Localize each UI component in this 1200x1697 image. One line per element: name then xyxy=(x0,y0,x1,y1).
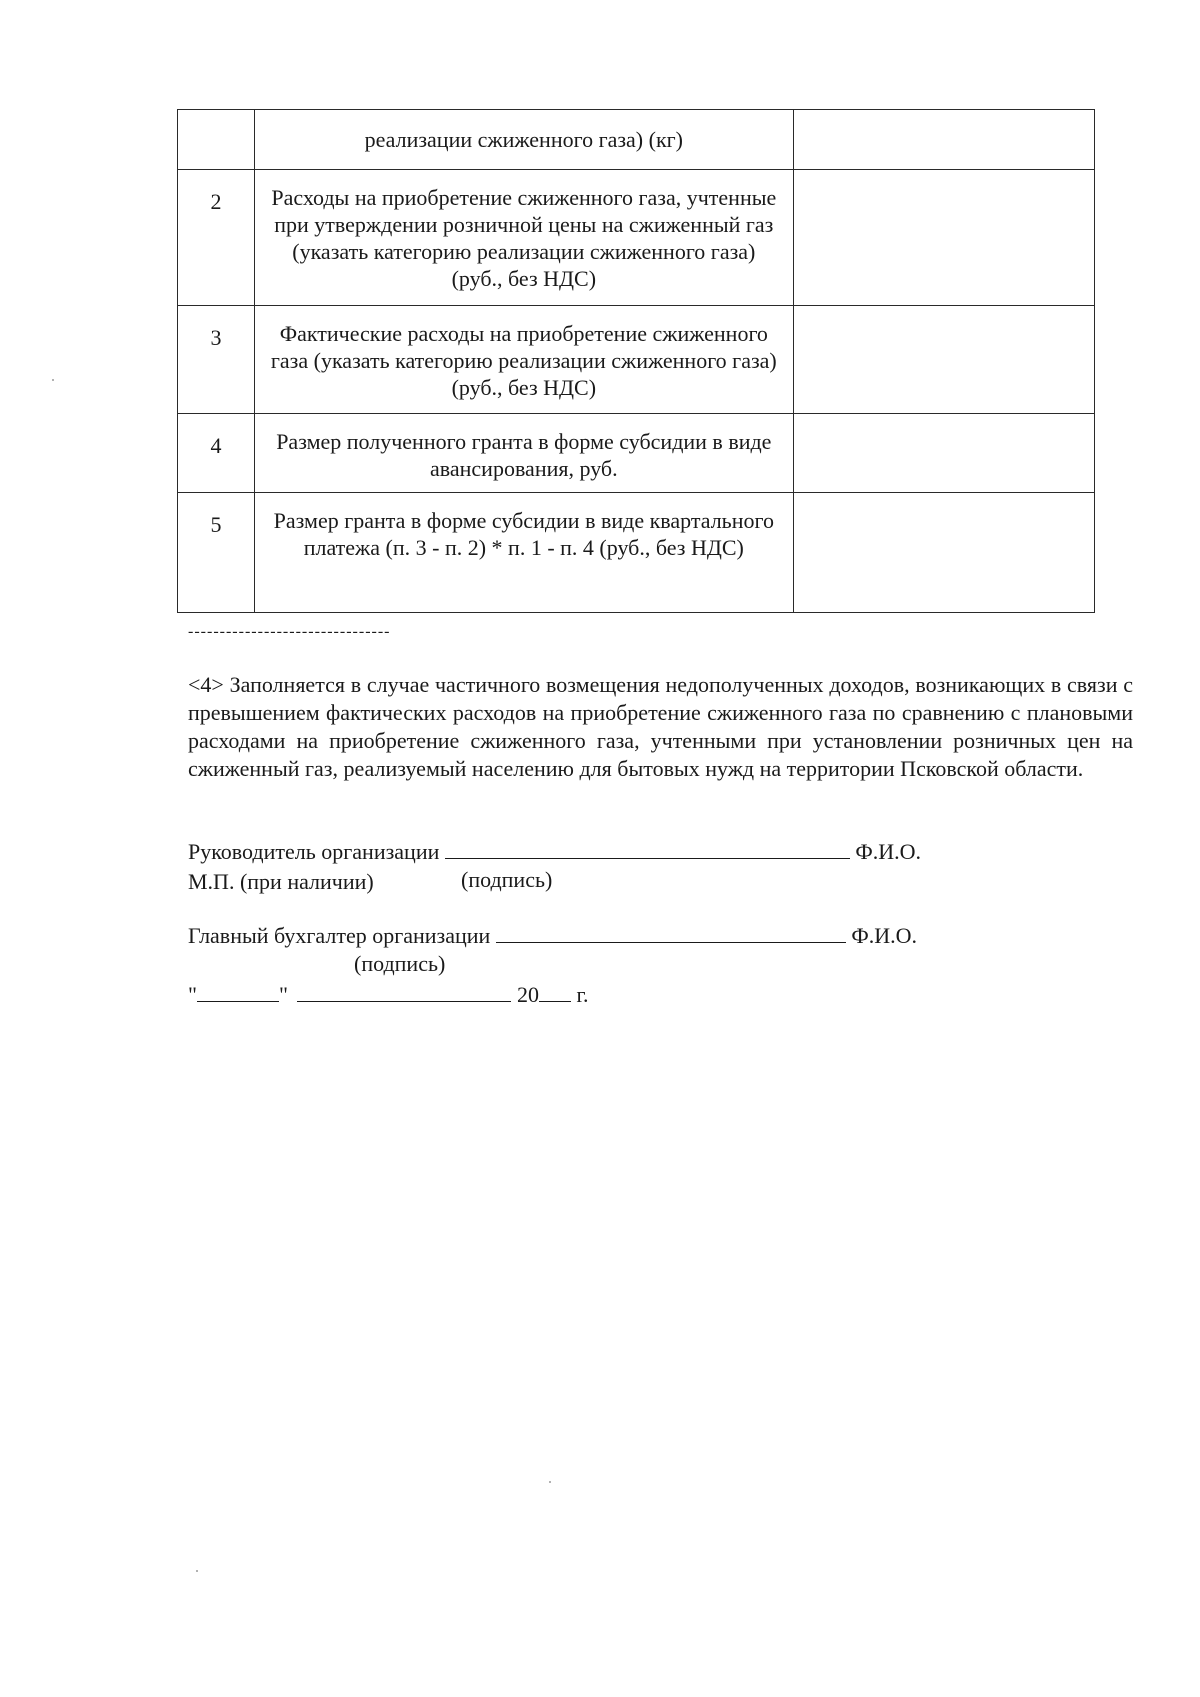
row-number: 2 xyxy=(178,170,255,306)
scan-speck xyxy=(52,379,54,381)
accountant-label: Главный бухгалтер организации xyxy=(188,923,491,948)
date-year-suffix: г. xyxy=(576,982,589,1007)
row-value-cell[interactable] xyxy=(793,110,1094,170)
row-description: Расходы на приобретение сжиженного газа, учтенные при утверждении розничной цены на сжиженный газ (указать категорию реализации сжиженного газа) (руб., без НДС) xyxy=(254,170,793,306)
date-row xyxy=(188,981,589,1009)
head-signature-line[interactable] xyxy=(445,838,850,859)
accountant-fio-label: Ф.И.О. xyxy=(851,923,917,948)
row-number: 4 xyxy=(178,414,255,493)
date-year-line[interactable] xyxy=(539,981,571,1002)
accountant-signature-row xyxy=(188,922,917,950)
scan-speck xyxy=(196,1570,198,1572)
date-month-line[interactable] xyxy=(297,981,511,1002)
head-label: Руководитель организации xyxy=(188,839,440,864)
table-row xyxy=(178,414,1095,493)
head-sign-caption: (подпись) xyxy=(461,867,553,892)
table-row xyxy=(178,110,1095,170)
row-value-cell[interactable] xyxy=(793,170,1094,306)
row-number: 5 xyxy=(178,493,255,613)
table-row xyxy=(178,170,1095,306)
footnote-separator: -------------------------------- xyxy=(188,623,391,640)
row-description: Размер полученного гранта в форме субсидии в виде авансирования, руб. xyxy=(254,414,793,493)
head-signature-row xyxy=(188,838,921,866)
date-quote-open: " xyxy=(188,982,197,1007)
date-year-prefix: 20 xyxy=(516,982,539,1007)
row-value-cell[interactable] xyxy=(793,414,1094,493)
footnote-text: <4> Заполняется в случае частичного возмещения недополученных доходов, возникающих в связи с превышением фактических расходов на приобретение сжиженного газа по сравнению с плановыми расходами на приобретение сжиженного газа, учтенными при установлении розничных цен на сжиженный газ, реализуемый населению для бытовых нужд на территории Псковской области. xyxy=(188,672,1133,781)
table-row xyxy=(178,493,1095,613)
table-row xyxy=(178,306,1095,414)
row-description: Размер гранта в форме субсидии в виде квартального платежа (п. 3 - п. 2) * п. 1 - п. 4 (руб., без НДС) xyxy=(254,493,793,613)
row-value-cell[interactable] xyxy=(793,493,1094,613)
row-description: Фактические расходы на приобретение сжиженного газа (указать категорию реализации сжиженного газа) (руб., без НДС) xyxy=(254,306,793,414)
date-quote-close: " xyxy=(278,982,288,1007)
scan-speck xyxy=(549,1481,551,1483)
row-number xyxy=(178,110,255,170)
form-table xyxy=(177,109,1095,613)
head-fio-label: Ф.И.О. xyxy=(855,839,922,864)
row-description: реализации сжиженного газа) (кг) xyxy=(254,110,793,170)
accountant-signature-line[interactable] xyxy=(496,922,846,943)
row-number: 3 xyxy=(178,306,255,414)
date-day-line[interactable] xyxy=(197,981,279,1002)
row-value-cell[interactable] xyxy=(793,306,1094,414)
accountant-sign-caption: (подпись) xyxy=(354,951,446,976)
stamp-label: М.П. (при наличии) xyxy=(188,869,374,894)
